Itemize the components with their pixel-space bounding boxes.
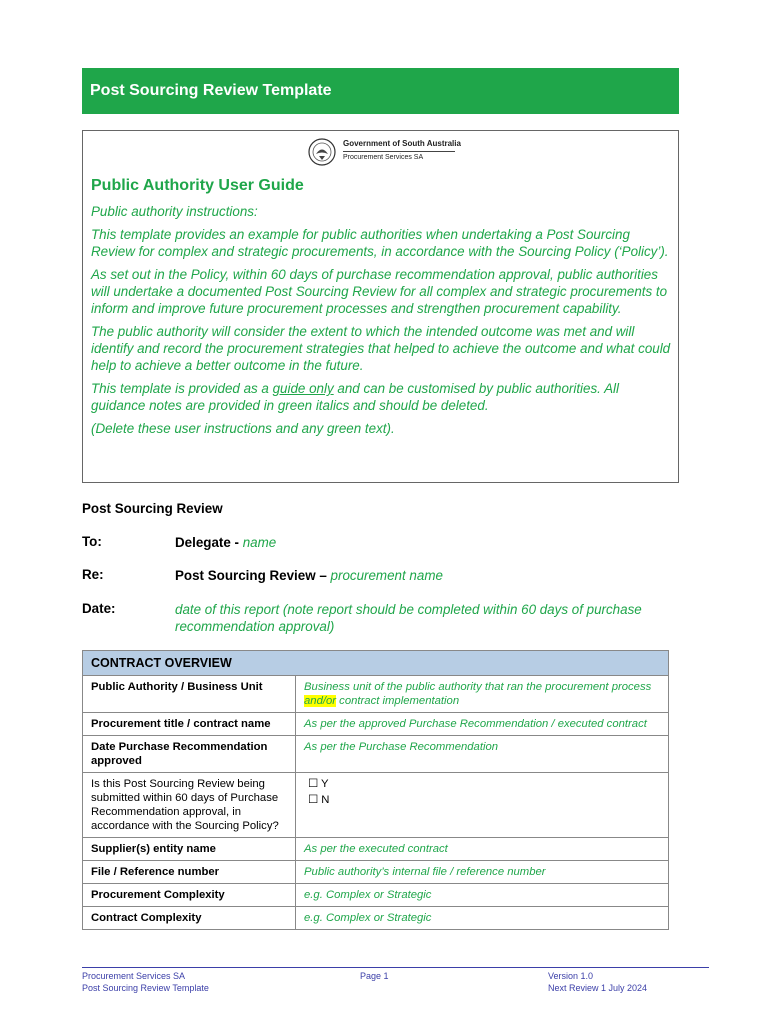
row-label: Contract Complexity [83, 907, 296, 930]
procurement-name-placeholder: procurement name [330, 568, 443, 583]
row-label: Public Authority / Business Unit [83, 676, 296, 713]
table-row [83, 884, 669, 907]
guide-paragraph: This template provides an example for public authorities when undertaking a Post Sourcing Review for complex and strategic procurements, in accordance with the Sourcing Policy (‘Policy’). [91, 227, 669, 259]
within-60-days-field [296, 773, 669, 838]
footer-divider [82, 967, 709, 968]
government-logo [307, 137, 467, 169]
table-row [83, 907, 669, 930]
footer-version: Version 1.0 [548, 971, 594, 981]
template-title: Post Sourcing Review Template [90, 82, 332, 99]
guide-instructions-heading: Public authority instructions: [91, 204, 258, 219]
row-label: Procurement Complexity [83, 884, 296, 907]
business-unit-field[interactable]: Business unit of the public authority that ran the procurement process and/or contract implementation [296, 676, 669, 713]
logo-divider [343, 151, 455, 152]
footer-right [548, 970, 647, 994]
row-label: Is this Post Sourcing Review being submitted within 60 days of Purchase Recommendation approval, in accordance with the Sourcing Policy? [83, 773, 296, 838]
date-label: Date: [82, 601, 116, 616]
table-header-row [83, 651, 669, 676]
post-sourcing-review-heading: Post Sourcing Review [82, 501, 223, 516]
re-label: Re: [82, 567, 104, 582]
delegate-name-placeholder: name [242, 535, 277, 550]
user-guide-body [91, 203, 673, 443]
footer-document-name: Post Sourcing Review Template [82, 983, 209, 993]
user-guide-box [82, 130, 679, 483]
table-row [83, 736, 669, 773]
row-label: File / Reference number [83, 861, 296, 884]
yes-checkbox[interactable]: ☐ Y [308, 778, 329, 790]
footer-next-review: Next Review 1 July 2024 [548, 983, 648, 993]
guide-delete-note: (Delete these user instructions and any green text). [91, 421, 395, 436]
table-row [83, 773, 669, 838]
footer-page-number: Page 1 [360, 971, 389, 981]
guide-paragraph: As set out in the Policy, within 60 days of purchase recommendation approval, public authorities will undertake a documented Post Sourcing Review for all complex and strategic procurements to inform and improve future procurement processes and strengthen procurement capability. [91, 267, 668, 316]
template-banner [82, 68, 679, 114]
table-row [83, 861, 669, 884]
date-value-placeholder[interactable]: date of this report (note report should be completed within 60 days of purchase recommendation approval) [175, 602, 642, 634]
crest-icon [307, 137, 337, 167]
user-guide-title: Public Authority User Guide [91, 177, 304, 194]
row-label: Supplier(s) entity name [83, 838, 296, 861]
row-label: Date Purchase Recommendation approved [83, 736, 296, 773]
contract-overview-table [82, 650, 669, 930]
no-checkbox[interactable]: ☐ N [308, 794, 330, 806]
procurement-complexity-field[interactable]: e.g. Complex or Strategic [296, 884, 669, 907]
guide-only-underlined: guide only [272, 381, 334, 396]
table-row [83, 676, 669, 713]
logo-government-text: Government of South Australia [343, 139, 461, 148]
row-label: Procurement title / contract name [83, 713, 296, 736]
to-value[interactable]: Delegate - name [175, 535, 277, 550]
file-reference-field[interactable]: Public authority’s internal file / reference number [296, 861, 669, 884]
re-value[interactable]: Post Sourcing Review – procurement name [175, 568, 443, 583]
to-label: To: [82, 534, 102, 549]
guide-paragraph: The public authority will consider the extent to which the intended outcome was met and will identify and record the procurement strategies that helped to achieve the outcome and what could help to achieve a better outcome in the future. [91, 324, 671, 373]
table-row [83, 838, 669, 861]
logo-agency-text: Procurement Services SA [343, 154, 424, 161]
footer-left [82, 970, 209, 994]
highlighted-text: and/or [304, 695, 337, 707]
table-row [83, 713, 669, 736]
guide-paragraph: This template is provided as a guide only and can be customised by public authorities. All guidance notes are provided in green italics and should be deleted. [91, 381, 620, 413]
approval-date-field[interactable]: As per the Purchase Recommendation [296, 736, 669, 773]
contract-overview-header: CONTRACT OVERVIEW [83, 651, 669, 676]
procurement-title-field[interactable]: As per the approved Purchase Recommendation / executed contract [296, 713, 669, 736]
footer-agency: Procurement Services SA [82, 971, 186, 981]
contract-complexity-field[interactable]: e.g. Complex or Strategic [296, 907, 669, 930]
supplier-entity-field[interactable]: As per the executed contract [296, 838, 669, 861]
